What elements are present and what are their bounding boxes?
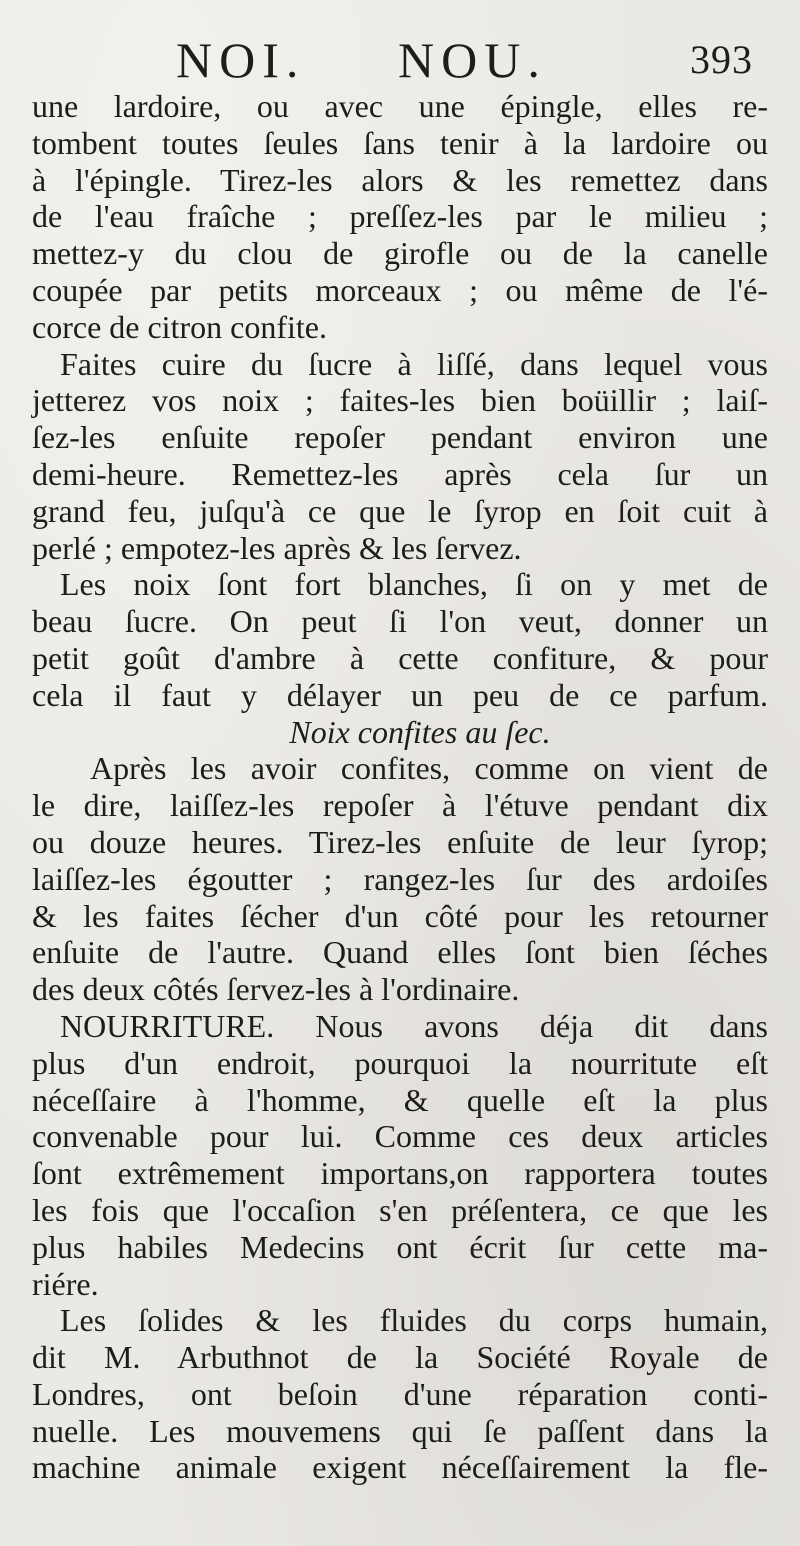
text-line: cela il faut y délayer un peu de ce parfum. [32, 676, 768, 713]
text-line: perlé ; empotez-les après & les ſervez. [32, 529, 522, 566]
text-line: plus d'un endroit, pourquoi la nourritute eſt [32, 1044, 768, 1081]
text-line: ou douze heures. Tirez-les enſuite de leur ſyrop; [32, 823, 768, 860]
text-line: Londres, ont beſoin d'une réparation conti- [32, 1375, 768, 1412]
text-line: le dire, laiſſez-les repoſer à l'étuve pendant dix [32, 787, 768, 824]
text-line: convenable pour lui. Comme ces deux articles [32, 1118, 768, 1155]
text-line: laiſſez-les égoutter ; rangez-les ſur des ardoiſes [32, 860, 768, 897]
text-line: petit goût d'ambre à cette confiture, & pour [32, 639, 768, 676]
text-line: à l'épingle. Tirez-les alors & les remettez dans [32, 161, 768, 198]
text-line: dit M. Arbuthnot de la Société Royale de [32, 1339, 768, 1376]
text-line: machine animale exigent néceſſairement la fle- [32, 1449, 768, 1486]
section-heading: Noix confites au ſec. [289, 713, 551, 750]
header-left: NOI. [176, 32, 306, 88]
running-header [0, 30, 800, 90]
text-line: une lardoire, ou avec une épingle, elles re- [32, 88, 768, 124]
text-line: des deux côtés ſervez-les à l'ordinaire. [32, 971, 520, 1008]
page-number: 393 [690, 37, 753, 82]
text-line: demi-heure. Remettez-les après cela ſur un [32, 455, 768, 492]
text-line: coupée par petits morceaux ; ou même de l'é- [32, 271, 768, 308]
text-line: jetterez vos noix ; faites-les bien boüillir ; laiſ- [32, 382, 768, 419]
text-line: grand feu, juſqu'à ce que le ſyrop en ſoit cuit à [32, 492, 768, 529]
text-line: ſez-les enſuite repoſer pendant environ une [32, 419, 768, 456]
text-line: tombent toutes ſeules ſans tenir à la lardoire ou [32, 124, 768, 161]
text-line: riére. [32, 1265, 99, 1302]
paragraph-start: Après les avoir confites, comme on vient de [90, 750, 768, 787]
paragraph-start: Les noix ſont fort blanches, ſi on y met de [60, 566, 768, 603]
entry-heading-line: NOURRITURE. Nous avons déja dit dans [60, 1007, 768, 1044]
text-line: de l'eau fraîche ; preſſez-les par le milieu ; [32, 198, 768, 235]
text-line: nuelle. Les mouvemens qui ſe paſſent dans la [32, 1412, 768, 1449]
text-line: les fois que l'occaſion s'en préſentera, ce que les [32, 1191, 768, 1228]
paragraph-start: Faites cuire du ſucre à liſſé, dans lequel vous [60, 345, 768, 382]
paragraph-start: Les ſolides & les fluides du corps humain, [60, 1302, 768, 1339]
header-middle: NOU. [398, 32, 547, 88]
text-line: néceſſaire à l'homme, & quelle eſt la plus [32, 1081, 768, 1118]
text-line: ſont extrêmement importans,on rapportera toutes [32, 1155, 768, 1192]
text-line: plus habiles Medecins ont écrit ſur cette ma- [32, 1228, 768, 1265]
text-line: mettez-y du clou de girofle ou de la canelle [32, 235, 768, 272]
text-line: beau ſucre. On peut ſi l'on veut, donner un [32, 603, 768, 640]
text-line: corce de citron confite. [32, 308, 327, 345]
text-line: & les faites ſécher d'un côté pour les retourner [32, 897, 768, 934]
page-body [32, 88, 768, 1486]
text-line: enſuite de l'autre. Quand elles ſont bien ſéches [32, 934, 768, 971]
